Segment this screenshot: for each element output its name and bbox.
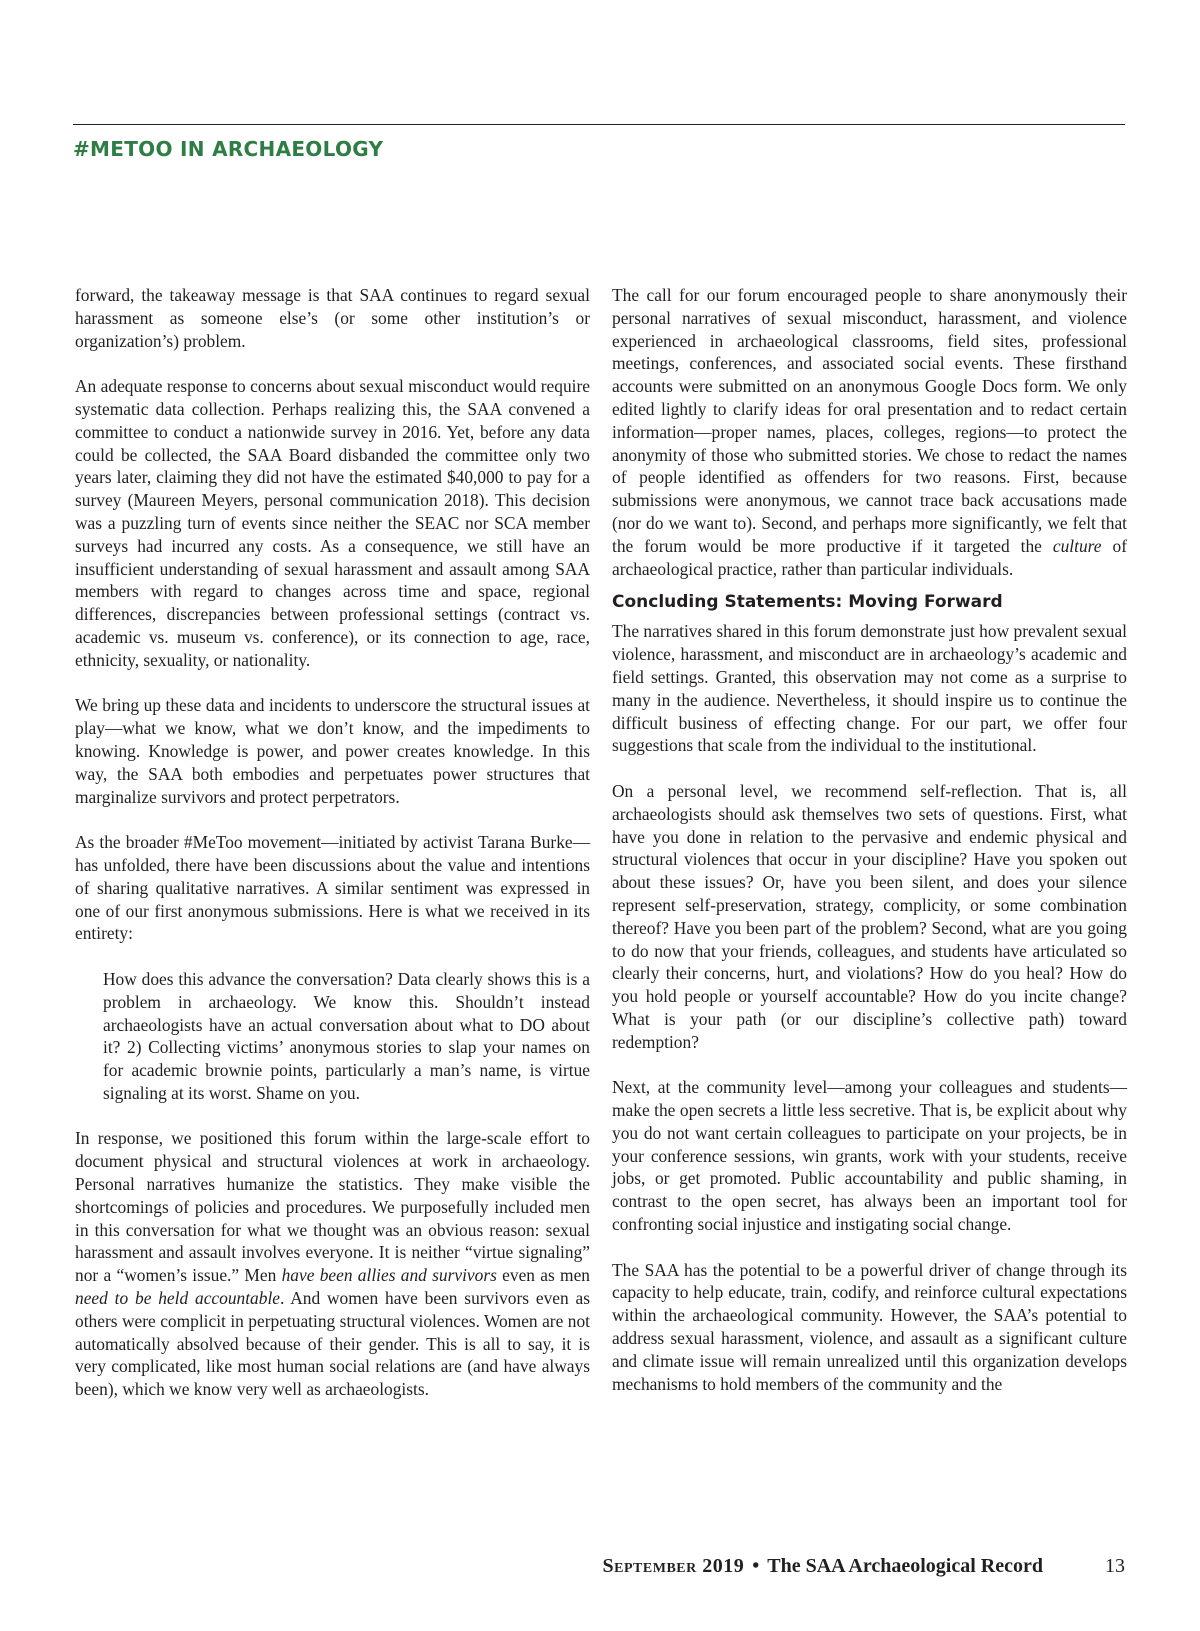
left-paragraph-3: We bring up these data and incidents to underscore the structural issues at play—what we know, what we don’t know, and the impediments to knowing. Knowledge is power, and power creates knowledge. In this way, the SAA both embodies and perpetuates power structures that marginalize survivors and protect perpetrators. <box>75 695 590 807</box>
right-paragraph-3: On a personal level, we recommend self-reflection. That is, all archaeologists should ask themselves two sets of questions. First, what have you done in relation to the pervasive and endemic physical and structural violences that occur in your discipline? Have you spoken out about these issues? Or, have you been silent, and does your silence represent self-preservation, strategy, complicity, or some combination thereof? Have you been part of the problem? Second, what are you going to do now that your friends, colleagues, and students have articulated so clearly their concerns, hurt, and violations? How do you heal? How do you hold people or yourself accountable? How do you incite change? What is your path (or our discipline’s collective path) toward redemption? <box>612 780 1127 1052</box>
left-paragraph-1: forward, the takeaway message is that SAA continues to regard sexual harassment as someone else’s (or some other institution’s or organization’s) problem. <box>75 285 590 351</box>
anonymous-submission-quote: How does this advance the conversation? Data clearly shows this is a problem in archaeology. We know this. Shouldn’t instead archaeologists have an actual conversation about what to DO about it? 2) Collecting victims’ anonymous stories to slap your names on for academic brownie points, particularly a man’s name, is virtue signaling at its worst. Shame on you. <box>103 968 590 1103</box>
left-paragraph-5: In response, we positioned this forum within the large-scale effort to document physical and structural violences at work in archaeology. Personal narratives humanize the statistics. They make visible the shortcomings of policies and procedures. We purposefully included men in this conversation for what we thought was an obvious reason: sexual harassment and assault involves everyone. It is neither “virtue signaling” nor a “women’s issue.” Men have been allies and survivors even as men need to be held accountable. And women have been survivors even as others were complicit in perpetuating structural violences. Women are not automatically absolved because of their gender. This is all to say, it is very complicated, like most human social relations are (and have always been), which we know very well as archaeologists. <box>75 1128 590 1400</box>
right-paragraph-2: The narratives shared in this forum demonstrate just how prevalent sexual violence, harassment, and misconduct are in archaeology’s academic and field settings. Granted, this observation may not come as a surprise to many in the audience. Nevertheless, it should inspire us to continue the difficult business of effecting change. For our part, we offer four suggestions that scale from the individual to the institutional. <box>612 621 1127 756</box>
left-paragraph-2: An adequate response to concerns about sexual misconduct would require systematic data collection. Perhaps realizing this, the SAA convened a committee to conduct a nationwide survey in 2016. Yet, before any data could be collected, the SAA Board disbanded the committee only two years later, claiming they did not have the estimated $40,000 to pay for a survey (Maureen Meyers, personal communication 2018). This decision was a puzzling turn of events since neither the SEAC nor SCA member surveys had incurred any costs. As a consequence, we still have an insufficient understanding of sexual harassment and assault among SAA members with regard to changes across time and space, regional differences, discrepancies between professional settings (contract vs. academic vs. museum vs. conference), or its connection to age, race, ethnicity, sexuality, or nationality. <box>75 376 590 670</box>
emphasis-accountable: need to be held accountable <box>75 1288 280 1309</box>
concluding-statements-heading: Concluding Statements: Moving Forward <box>612 592 1003 613</box>
page-footer <box>603 1555 1125 1578</box>
emphasis-culture: culture <box>1052 535 1102 556</box>
left-paragraph-4: As the broader #MeToo movement—initiated by activist Tarana Burke—has unfolded, there have been discussions about the value and intentions of sharing qualitative narratives. A similar sentiment was expressed in one of our first anonymous submissions. Here is what we received in its entirety: <box>75 832 590 944</box>
footer-date: September 2019 <box>602 1555 745 1577</box>
footer-publication: The SAA Archaeological Record <box>767 1555 1043 1577</box>
right-paragraph-4: Next, at the community level—among your colleagues and students—make the open secrets a little less secretive. That is, be explicit about why you do not want certain colleagues to participate on your projects, be in your conference sessions, win grants, work with your students, receive jobs, or get promoted. Public accountability and public shaming, in contrast to the open secret, has always been an important tool for confronting social injustice and instigating social change. <box>612 1077 1127 1235</box>
left-column <box>75 284 590 1401</box>
header-rule <box>73 124 1125 125</box>
section-title: #METOO IN ARCHAEOLOGY <box>73 137 384 161</box>
right-paragraph-5: The SAA has the potential to be a powerful driver of change through its capacity to help educate, train, codify, and reinforce cultural expectations within the archaeological community. However, the SAA’s potential to address sexual harassment, violence, and assault as a significant culture and climate issue will remain unrealized until this organization develops mechanisms to hold members of the community and the <box>612 1259 1127 1394</box>
page-number: 13 <box>1105 1555 1125 1577</box>
footer-bullet: • <box>752 1555 760 1577</box>
emphasis-allies: have been allies and survivors <box>281 1265 497 1286</box>
right-paragraph-1: The call for our forum encouraged people to share anonymously their personal narratives of sexual misconduct, harassment, and violence experienced in archaeological classrooms, field sites, professional meetings, conferences, and associated social events. These firsthand accounts were submitted on an anonymous Google Docs form. We only edited lightly to clarify ideas for oral presentation and to redact certain information—proper names, places, colleges, regions—to protect the anonymity of those who submitted stories. We chose to redact the names of people identified as offenders for two reasons. First, because submissions were anonymous, we cannot trace back accusations made (nor do we want to). Second, and perhaps more significantly, we felt that the forum would be more productive if it targeted the culture of archaeological practice, rather than particular individuals. <box>612 285 1127 579</box>
right-column <box>612 284 1127 1395</box>
